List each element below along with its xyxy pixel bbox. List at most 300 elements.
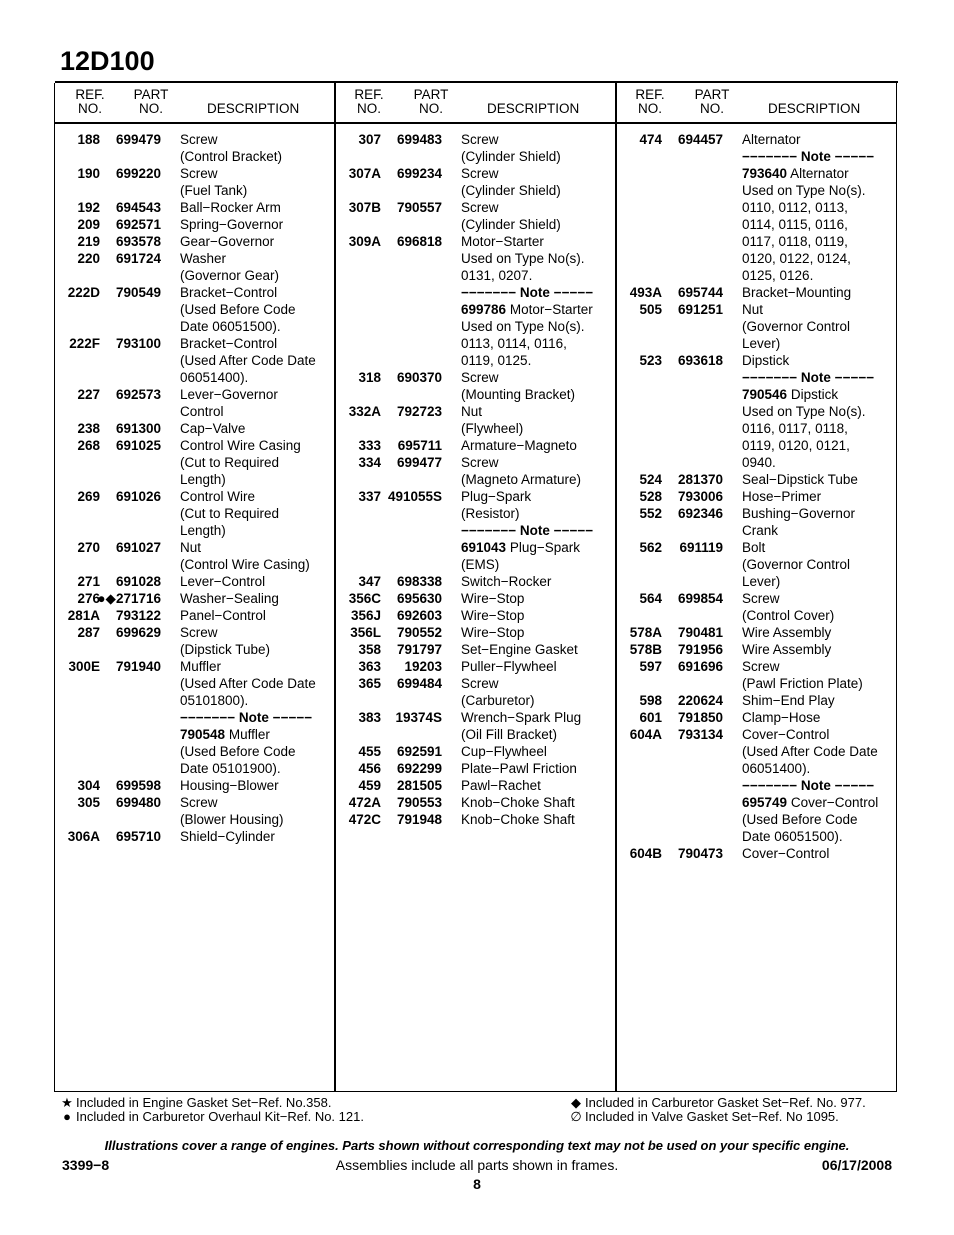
ref-number: 190 xyxy=(77,166,100,181)
part-number: 691119 xyxy=(679,540,723,555)
part-number: 791940 xyxy=(115,659,161,674)
legend-text: Included in Carburetor Overhaul Kit−Ref. No. 121. xyxy=(76,1109,364,1124)
ref-number: 276 xyxy=(77,591,100,606)
part-number: 790481 xyxy=(677,625,723,640)
part-row xyxy=(336,658,615,675)
parts-column-3 xyxy=(617,83,896,1091)
part-row xyxy=(336,590,615,607)
part-row xyxy=(617,624,896,641)
note-separator: −−−−−−− Note −−−−− xyxy=(180,710,313,725)
header-ref: REF. NO. xyxy=(635,87,665,116)
description: Bracket−Control (Used After Code Date 06051400). xyxy=(180,336,316,385)
part-number: 699234 xyxy=(396,166,442,181)
description: Armature−Magneto xyxy=(461,438,577,453)
part-number: 791948 xyxy=(396,812,442,827)
ref-number: 220 xyxy=(77,251,100,266)
part-row xyxy=(55,165,334,199)
description: Plate−Pawl Friction xyxy=(461,761,577,776)
part-number: 699220 xyxy=(115,166,161,181)
header-ref: REF. NO. xyxy=(354,87,384,116)
description: Plug−Spark (Resistor) xyxy=(461,489,532,521)
diamond-icon: ◆ xyxy=(571,1095,581,1110)
ref-number: 601 xyxy=(639,710,662,725)
part-row xyxy=(336,709,615,743)
part-row xyxy=(617,845,896,862)
ref-number: 332A xyxy=(348,404,381,419)
ref-number: 597 xyxy=(639,659,662,674)
part-number: 699483 xyxy=(396,132,442,147)
description: Bolt (Governor Control Lever) xyxy=(742,540,851,589)
part-row xyxy=(336,573,615,590)
part-number: 695630 xyxy=(396,591,442,606)
alternate-part-number: 790548 xyxy=(180,727,226,742)
part-number: 692346 xyxy=(677,506,723,521)
part-row xyxy=(336,403,615,437)
part-row xyxy=(336,437,615,454)
part-number: 790553 xyxy=(396,795,442,810)
description: Control Wire Casing (Cut to Required Length) xyxy=(180,438,301,487)
part-number: 791850 xyxy=(677,710,723,725)
header-ref: REF. NO. xyxy=(75,87,105,116)
part-number: 699479 xyxy=(115,132,161,147)
part-number: 793006 xyxy=(677,489,723,504)
description: Shield−Cylinder xyxy=(180,829,275,844)
part-number: 19203 xyxy=(404,659,442,674)
part-row xyxy=(617,505,896,539)
ref-number: 598 xyxy=(639,693,662,708)
legend-diamond xyxy=(567,1095,866,1110)
note-separator: −−−−−−− Note −−−−− xyxy=(742,370,875,385)
part-number: 691300 xyxy=(115,421,161,436)
part-row xyxy=(617,658,896,692)
description: Nut (Flywheel) xyxy=(461,404,524,436)
part-number: 694543 xyxy=(115,200,161,215)
legend-text: Included in Carburetor Gasket Set−Ref. No. 977. xyxy=(585,1095,866,1110)
alternate-part-number: 790546 xyxy=(742,387,788,402)
description: Wire Assembly xyxy=(742,642,832,657)
part-number: 19374S xyxy=(395,710,442,725)
description: Nut (Governor Control Lever) xyxy=(742,302,851,351)
description: Screw (Control Bracket) xyxy=(180,132,283,164)
description: Motor−Starter Used on Type No(s). 0131, 0207. xyxy=(461,234,585,283)
part-number: 691026 xyxy=(115,489,161,504)
alternate-part-number: 699786 xyxy=(461,302,507,317)
ref-number: 270 xyxy=(77,540,100,555)
ref-number: 337 xyxy=(358,489,381,504)
description: Screw (Pawl Friction Plate) xyxy=(742,659,863,691)
part-number: 699629 xyxy=(115,625,161,640)
description: Screw (Cylinder Shield) xyxy=(461,200,561,232)
part-number: 693618 xyxy=(677,353,723,368)
part-row xyxy=(55,420,334,437)
legend-dot xyxy=(58,1109,364,1124)
column-header xyxy=(55,83,334,124)
part-number: 699477 xyxy=(396,455,442,470)
part-number: 695711 xyxy=(397,438,442,453)
part-row xyxy=(55,131,334,165)
ref-number: 281A xyxy=(67,608,100,623)
ref-number: 287 xyxy=(77,625,100,640)
description: Washer−Sealing xyxy=(180,591,279,606)
ref-number: 383 xyxy=(358,710,381,725)
description: Gear−Governor xyxy=(180,234,275,249)
note-row xyxy=(617,369,896,471)
part-row xyxy=(55,488,334,539)
part-number: 691724 xyxy=(115,251,161,266)
description: Screw (Control Cover) xyxy=(742,591,835,623)
part-number: 281505 xyxy=(396,778,442,793)
ref-number: 459 xyxy=(358,778,381,793)
ref-number: 305 xyxy=(77,795,100,810)
star-icon: ★ xyxy=(61,1095,73,1110)
part-number: 793122 xyxy=(115,608,161,623)
ref-number: 268 xyxy=(77,438,100,453)
note-row xyxy=(617,148,896,284)
ref-number: 493A xyxy=(629,285,662,300)
parts-column-2 xyxy=(336,83,615,1091)
part-number: 791956 xyxy=(677,642,723,657)
part-row xyxy=(617,709,896,726)
description-text: Plug−Spark (EMS) xyxy=(461,540,580,572)
part-number: 793100 xyxy=(115,336,161,351)
part-row xyxy=(55,437,334,488)
ref-number: 227 xyxy=(77,387,100,402)
assemblies-note: Assemblies include all parts shown in frames. xyxy=(335,1157,619,1173)
doc-code: 3399−8 xyxy=(62,1157,110,1173)
part-number: 695710 xyxy=(115,829,161,844)
part-row xyxy=(55,539,334,573)
description-text: Motor−Starter Used on Type No(s). 0113, 0114, 0116, 0119, 0125. xyxy=(461,302,593,368)
ref-number: 552 xyxy=(639,506,662,521)
ref-number: 505 xyxy=(639,302,662,317)
ref-number: 307A xyxy=(348,166,381,181)
note-separator: −−−−−−− Note −−−−− xyxy=(742,778,875,793)
ref-number: 347 xyxy=(358,574,381,589)
part-row xyxy=(55,386,334,420)
part-row xyxy=(55,590,334,607)
ref-number: 222F xyxy=(69,336,100,351)
ref-number: 304 xyxy=(77,778,100,793)
part-number: 691251 xyxy=(677,302,723,317)
ref-number: 192 xyxy=(77,200,100,215)
column-header xyxy=(336,83,615,124)
part-number: 699854 xyxy=(677,591,723,606)
parts-column-1 xyxy=(55,83,334,1091)
description: Screw (Cylinder Shield) xyxy=(461,132,561,164)
ref-number: 271 xyxy=(77,574,100,589)
part-row xyxy=(617,131,896,148)
part-row xyxy=(55,777,334,794)
part-number: 790549 xyxy=(115,285,161,300)
legend-text: Included in Engine Gasket Set−Ref. No.358. xyxy=(76,1095,332,1110)
description: Shim−End Play xyxy=(742,693,835,708)
description: Knob−Choke Shaft xyxy=(461,812,575,827)
ref-number: 306A xyxy=(67,829,100,844)
part-row xyxy=(617,301,896,352)
description: Screw (Fuel Tank) xyxy=(180,166,248,198)
part-number: 692571 xyxy=(115,217,161,232)
description: Alternator xyxy=(742,132,801,147)
part-row xyxy=(336,488,615,522)
part-number: 693578 xyxy=(115,234,161,249)
print-date: 06/17/2008 xyxy=(821,1157,892,1173)
note-separator: −−−−−−− Note −−−−− xyxy=(461,523,594,538)
description xyxy=(742,369,896,471)
description xyxy=(461,284,615,369)
header-description: DESCRIPTION xyxy=(487,101,580,116)
part-row xyxy=(336,454,615,488)
part-row xyxy=(617,471,896,488)
part-row xyxy=(336,369,615,403)
alternate-part-number: 695749 xyxy=(742,795,788,810)
empty-set-icon: ∅ xyxy=(570,1109,582,1124)
description xyxy=(180,709,334,777)
ref-number: 578B xyxy=(629,642,662,657)
part-row xyxy=(336,675,615,709)
description: Screw (Blower Housing) xyxy=(180,795,284,827)
ref-number: 365 xyxy=(358,676,381,691)
part-number: 791797 xyxy=(396,642,442,657)
ref-number: 528 xyxy=(639,489,662,504)
column-rows xyxy=(336,124,615,828)
legend-star xyxy=(58,1095,331,1110)
description-text: Alternator Used on Type No(s). 0110, 0112, 0113, 0114, 0115, 0116, 0117, 0118, 0119, 0120, 0122, 0124, 0125, 0126. xyxy=(742,166,866,283)
description: Clamp−Hose xyxy=(742,710,821,725)
ref-number: 307 xyxy=(358,132,381,147)
ref-number: 318 xyxy=(358,370,381,385)
part-row xyxy=(55,233,334,250)
description: Puller−Flywheel xyxy=(461,659,557,674)
description: Bushing−Governor Crank xyxy=(742,506,855,538)
part-number: 220624 xyxy=(677,693,723,708)
alternate-part-number: 691043 xyxy=(461,540,507,555)
description: Spring−Governor xyxy=(180,217,284,232)
description: Wrench−Spark Plug (Oil Fill Bracket) xyxy=(461,710,582,742)
description: Screw (Magneto Armature) xyxy=(461,455,582,487)
description: Set−Engine Gasket xyxy=(461,642,578,657)
description: Pawl−Rachet xyxy=(461,778,541,793)
description: Muffler (Used After Code Date 05101800). xyxy=(180,659,316,708)
ref-number: 209 xyxy=(77,217,100,232)
part-number: 792723 xyxy=(396,404,442,419)
description-text: Dipstick Used on Type No(s). 0116, 0117, 0118, 0119, 0120, 0121, 0940. xyxy=(742,387,866,470)
part-row xyxy=(336,131,615,165)
ref-number: 333 xyxy=(358,438,381,453)
part-row xyxy=(55,794,334,828)
page-number: 8 xyxy=(473,1176,481,1192)
column-rows xyxy=(617,124,896,862)
header-description: DESCRIPTION xyxy=(768,101,861,116)
part-number: 790552 xyxy=(396,625,442,640)
part-number: 691696 xyxy=(677,659,723,674)
part-row xyxy=(55,216,334,233)
description: Panel−Control xyxy=(180,608,266,623)
part-number: 690370 xyxy=(396,370,442,385)
part-number: 692299 xyxy=(396,761,442,776)
part-row xyxy=(336,777,615,794)
part-row xyxy=(336,233,615,284)
note-row xyxy=(617,777,896,845)
description: Wire−Stop xyxy=(461,625,525,640)
column-header xyxy=(617,83,896,124)
ref-number: 524 xyxy=(639,472,662,487)
ref-number: 604A xyxy=(629,727,662,742)
description xyxy=(742,148,896,284)
description: Screw (Mounting Bracket) xyxy=(461,370,576,402)
part-number: ●◆271716 xyxy=(97,591,161,606)
part-row xyxy=(55,199,334,216)
part-number: 790473 xyxy=(677,846,723,861)
description: Cup−Flywheel xyxy=(461,744,547,759)
parts-table xyxy=(54,83,897,1092)
part-number: 691025 xyxy=(115,438,161,453)
ref-number: 334 xyxy=(358,455,381,470)
description: Wire−Stop xyxy=(461,591,525,606)
part-row xyxy=(55,335,334,386)
part-number: 694457 xyxy=(677,132,723,147)
part-number: 699484 xyxy=(396,676,442,691)
part-row xyxy=(336,607,615,624)
part-row xyxy=(336,794,615,811)
description-text: Cover−Control (Used Before Code Date 06051500). xyxy=(742,795,879,844)
note-row xyxy=(336,522,615,573)
description: Knob−Choke Shaft xyxy=(461,795,575,810)
note-separator: −−−−−−− Note −−−−− xyxy=(461,285,594,300)
part-number: 699480 xyxy=(115,795,161,810)
ref-number: 269 xyxy=(77,489,100,504)
ref-number: 523 xyxy=(639,353,662,368)
header-description: DESCRIPTION xyxy=(207,101,300,116)
description: Wire Assembly xyxy=(742,625,832,640)
part-row xyxy=(617,284,896,301)
part-number: 692591 xyxy=(396,744,442,759)
note-row xyxy=(336,284,615,369)
ref-number: 604B xyxy=(629,846,662,861)
description: Hose−Primer xyxy=(742,489,822,504)
description-text: Muffler (Used Before Code Date 05101900). xyxy=(180,727,296,776)
part-number: 491055S xyxy=(387,489,442,504)
ref-number: 564 xyxy=(639,591,662,606)
ref-number: 456 xyxy=(358,761,381,776)
header-part: PART NO. xyxy=(133,87,169,116)
column-rows xyxy=(55,124,334,845)
part-row xyxy=(617,641,896,658)
ref-number: 356L xyxy=(350,625,381,640)
legend-text: Included in Valve Gasket Set−Ref. No 1095. xyxy=(585,1109,839,1124)
part-row xyxy=(617,539,896,590)
part-row xyxy=(617,590,896,624)
ref-number: 472A xyxy=(348,795,381,810)
part-row xyxy=(336,165,615,199)
description: Bracket−Control (Used Before Code Date 06051500). xyxy=(180,285,296,334)
part-row xyxy=(55,573,334,590)
part-row xyxy=(617,352,896,369)
part-number: 691027 xyxy=(115,540,161,555)
description xyxy=(461,522,615,573)
ref-number: 238 xyxy=(77,421,100,436)
header-part: PART NO. xyxy=(413,87,449,116)
ref-number: 222D xyxy=(67,285,100,300)
note-separator: −−−−−−− Note −−−−− xyxy=(742,149,875,164)
part-number: 692603 xyxy=(396,608,442,623)
ref-number: 356C xyxy=(348,591,381,606)
ref-number: 219 xyxy=(77,234,100,249)
part-row xyxy=(617,692,896,709)
ref-number: 356J xyxy=(350,608,381,623)
ref-number: 307B xyxy=(348,200,381,215)
ref-number: 474 xyxy=(639,132,662,147)
part-row xyxy=(336,760,615,777)
ref-number: 562 xyxy=(639,540,662,555)
description: Lever−Control xyxy=(180,574,266,589)
part-row xyxy=(55,828,334,845)
description: Ball−Rocker Arm xyxy=(180,200,281,215)
part-row xyxy=(336,743,615,760)
illustrations-note: Illustrations cover a range of engines. Parts shown without corresponding text may not be used on your specific engine. xyxy=(104,1138,850,1153)
part-row xyxy=(336,641,615,658)
description: Seal−Dipstick Tube xyxy=(742,472,858,487)
part-row xyxy=(55,624,334,658)
description: Washer (Governor Gear) xyxy=(180,251,280,283)
ref-number: 363 xyxy=(358,659,381,674)
ref-number: 472C xyxy=(348,812,381,827)
part-row xyxy=(617,488,896,505)
part-row xyxy=(55,607,334,624)
part-row xyxy=(336,624,615,641)
part-row xyxy=(55,250,334,284)
description: Switch−Rocker xyxy=(461,574,552,589)
ref-number: 188 xyxy=(77,132,100,147)
ref-number: 300E xyxy=(68,659,100,674)
dot-icon: ● xyxy=(63,1109,71,1124)
ref-number: 358 xyxy=(358,642,381,657)
description: Bracket−Mounting xyxy=(742,285,852,300)
description: Wire−Stop xyxy=(461,608,525,623)
part-row xyxy=(55,284,334,335)
description: Cap−Valve xyxy=(180,421,246,436)
note-row xyxy=(55,709,334,777)
part-number: 695744 xyxy=(677,285,723,300)
ref-number: 309A xyxy=(348,234,381,249)
description: Cover−Control xyxy=(742,846,830,861)
part-number: 692573 xyxy=(115,387,161,402)
ref-number: 455 xyxy=(358,744,381,759)
part-row xyxy=(336,199,615,233)
ref-number: 578A xyxy=(629,625,662,640)
part-row xyxy=(336,811,615,828)
alternate-part-number: 793640 xyxy=(742,166,788,181)
part-number: 699598 xyxy=(115,778,161,793)
part-number: 790557 xyxy=(396,200,442,215)
header-part: PART NO. xyxy=(694,87,730,116)
description: Nut (Control Wire Casing) xyxy=(180,540,310,572)
part-number: 691028 xyxy=(115,574,161,589)
description: Screw (Cylinder Shield) xyxy=(461,166,561,198)
description: Housing−Blower xyxy=(180,778,279,793)
part-row xyxy=(617,726,896,777)
description: Lever−Governor Control xyxy=(180,387,278,419)
description: Control Wire (Cut to Required Length) xyxy=(180,489,280,538)
part-row xyxy=(55,658,334,709)
description: Screw (Carburetor) xyxy=(461,676,535,708)
part-number: 793134 xyxy=(677,727,723,742)
legend-empty-set xyxy=(567,1109,839,1124)
description: Screw (Dipstick Tube) xyxy=(180,625,271,657)
page-title: 12D100 xyxy=(60,46,155,76)
description: Dipstick xyxy=(742,353,790,368)
part-number: 698338 xyxy=(396,574,442,589)
description: Cover−Control (Used After Code Date 06051400). xyxy=(742,727,878,776)
